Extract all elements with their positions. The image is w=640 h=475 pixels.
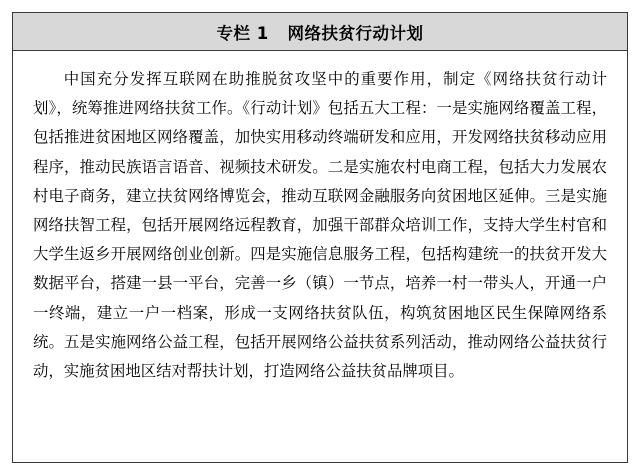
body-paragraph: 中国充分发挥互联网在助推脱贫攻坚中的重要作用，制定《网络扶贫行动计划》，统筹推进网络扶贫工作。《行动计划》包括五大工程：一是实施网络覆盖工程，包括推进贫困地区网络覆盖，加快实用移动终端研发和应用，开发网络扶贫移动应用程序，推动民族语言语音、视频技术研发。二是实施农村电商工程，包括大力发展农村电子商务，建立扶贫网络博览会，推动互联网金融服务向贫困地区延伸。三是实施网络扶智工程，包括开展网络远程教育，加强干部群众培训工作，支持大学生村官和大学生返乡开展网络创业创新。四是实施信息服务工程，包括构建统一的扶贫开发大数据平台，搭建一县一平台，完善一乡（镇）一节点，培养一村一带头人，开通一户一终端，建立一户一档案，形成一支网络扶贫队伍，构筑贫困地区民生保障网络系统。五是实施网络公益工程，包括开展网络公益扶贫系列活动，推动网络公益扶贫行动，实施贫困地区结对帮扶计划，打造网络公益扶贫品牌项目。 (33, 70, 607, 381)
callout-title: 专栏 1 网络扶贫行动计划 (216, 23, 424, 43)
callout-box (12, 12, 628, 463)
callout-body (13, 51, 627, 463)
callout-title-bar (13, 13, 627, 51)
